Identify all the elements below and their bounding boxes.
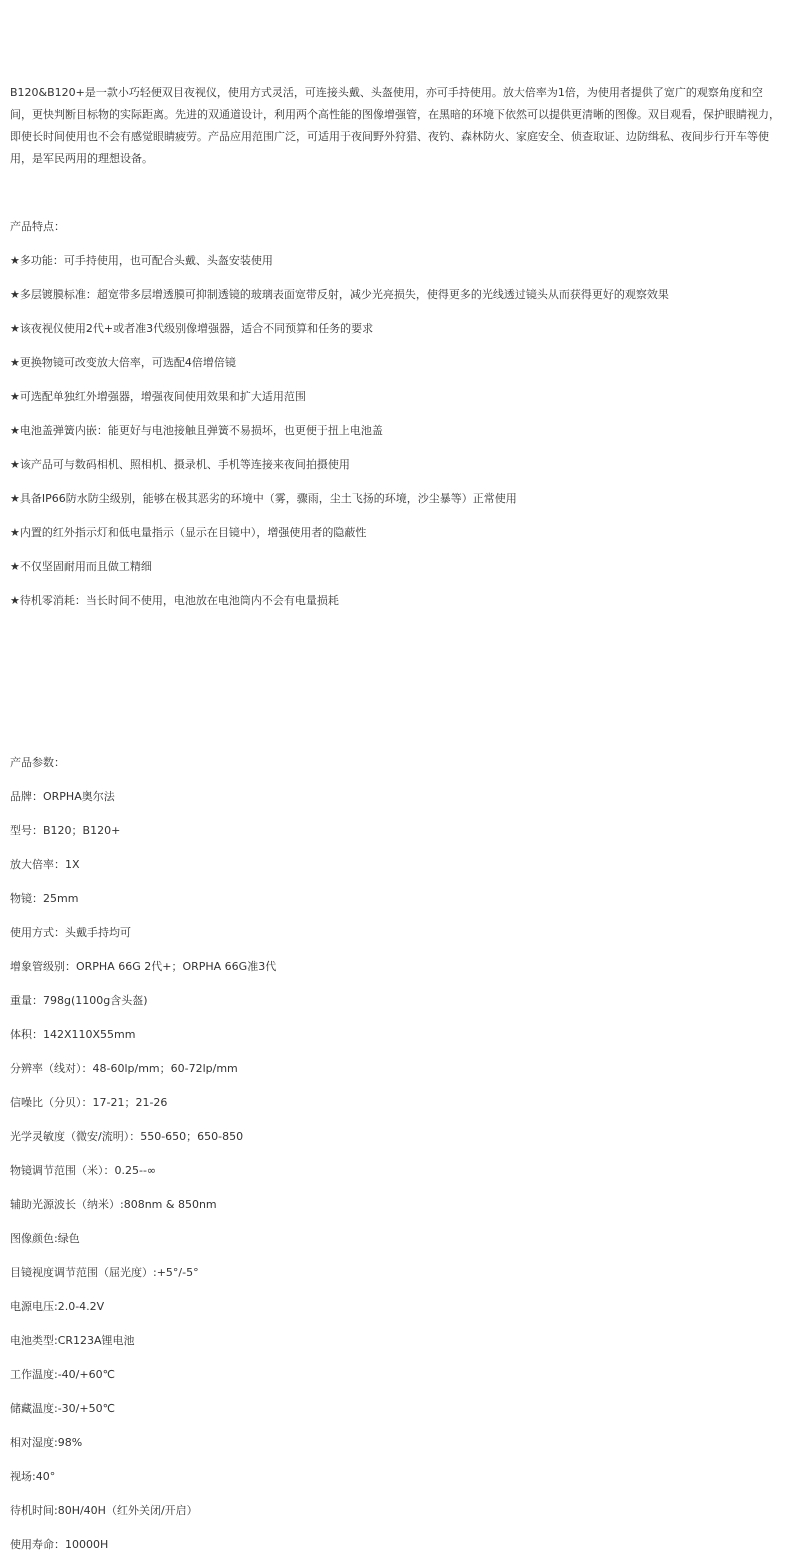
param-item: 相对湿度:98% bbox=[10, 1436, 83, 1449]
param-item: 放大倍率：1X bbox=[10, 858, 80, 871]
param-item: 目镜视度调节范围（屈光度）:+5°/-5° bbox=[10, 1266, 199, 1279]
product-description bbox=[10, 0, 780, 1553]
param-item: 工作温度:-40/+60℃ bbox=[10, 1368, 115, 1381]
param-item: 待机时间:80H/40H（红外关闭/开启） bbox=[10, 1504, 198, 1517]
feature-item: ★该夜视仪使用2代+或者准3代级别像增强器，适合不同预算和任务的要求 bbox=[10, 322, 374, 335]
param-item: 视场:40° bbox=[10, 1470, 56, 1483]
param-item: 品牌：ORPHA奥尔法 bbox=[10, 790, 115, 803]
param-item: 图像颜色:绿色 bbox=[10, 1232, 80, 1245]
param-item: 分辨率（线对）：48-60lp/mm；60-72lp/mm bbox=[10, 1062, 238, 1075]
feature-item: ★不仅坚固耐用而且做工精细 bbox=[10, 560, 152, 573]
param-item: 型号：B120；B120+ bbox=[10, 824, 121, 837]
param-item: 电源电压:2.0-4.2V bbox=[10, 1300, 105, 1313]
feature-item: ★内置的红外指示灯和低电量指示（显示在目镜中），增强使用者的隐蔽性 bbox=[10, 526, 367, 539]
feature-item: ★该产品可与数码相机、照相机、摄录机、手机等连接来夜间拍摄使用 bbox=[10, 458, 350, 471]
param-item: 电池类型:CR123A锂电池 bbox=[10, 1334, 135, 1347]
param-item: 物镜调节范围（米）：0.25--∞ bbox=[10, 1164, 157, 1177]
param-item: 储藏温度:-30/+50℃ bbox=[10, 1402, 115, 1415]
feature-item: ★待机零消耗：当长时间不使用，电池放在电池筒内不会有电量损耗 bbox=[10, 594, 339, 607]
param-item: 体积：142X110X55mm bbox=[10, 1028, 136, 1041]
feature-item: ★电池盖弹簧内嵌：能更好与电池接触且弹簧不易损坏，也更便于扭上电池盖 bbox=[10, 424, 383, 437]
param-item: 信噪比（分贝）：17-21；21-26 bbox=[10, 1096, 168, 1109]
feature-item: ★更换物镜可改变放大倍率，可选配4倍增倍镜 bbox=[10, 356, 236, 369]
feature-item: ★可选配单独红外增强器，增强夜间使用效果和扩大适用范围 bbox=[10, 390, 306, 403]
feature-item: ★多层镀膜标准：超宽带多层增透膜可抑制透镜的玻璃表面宽带反射，减少光亮损失，使得更多的光线透过镜头从而获得更好的观察效果 bbox=[10, 288, 669, 301]
param-list bbox=[10, 789, 780, 1553]
feature-item: ★多功能：可手持使用，也可配合头戴、头盔安装使用 bbox=[10, 254, 273, 267]
param-item: 重量：798g(1100g含头盔) bbox=[10, 994, 148, 1007]
params-heading: 产品参数： bbox=[10, 756, 65, 769]
intro-paragraph: B120&B120+是一款小巧轻便双目夜视仪，使用方式灵活，可连接头戴、头盔使用，亦可手持使用。放大倍率为1倍，为使用者提供了宽广的观察角度和空间，更快判断目标物的实际距离。先进的双通道设计，利用两个高性能的图像增强管，在黑暗的环境下依然可以提供更清晰的图像。双目观看，保护眼睛视力，即使长时间使用也不会有感觉眼睛疲劳。产品应用范围广泛，可适用于夜间野外狩猎、夜钓、森林防火、家庭安全、侦查取证、边防缉私、夜间步行开车等使用，是军民两用的理想设备。 bbox=[10, 86, 780, 165]
param-item: 使用寿命：10000H bbox=[10, 1538, 109, 1551]
feature-item: ★具备IP66防水防尘级别，能够在极其恶劣的环境中（雾，骤雨，尘土飞扬的环境，沙尘暴等）正常使用 bbox=[10, 492, 517, 505]
feature-list bbox=[10, 253, 780, 609]
param-item: 增象管级别：ORPHA 66G 2代+；ORPHA 66G准3代 bbox=[10, 960, 277, 973]
param-item: 光学灵敏度（微安/流明）：550-650；650-850 bbox=[10, 1130, 244, 1143]
param-item: 辅助光源波长（纳米）:808nm & 850nm bbox=[10, 1198, 217, 1211]
param-item: 物镜：25mm bbox=[10, 892, 79, 905]
param-item: 使用方式：头戴手持均可 bbox=[10, 926, 131, 939]
features-heading: 产品特点： bbox=[10, 220, 65, 233]
